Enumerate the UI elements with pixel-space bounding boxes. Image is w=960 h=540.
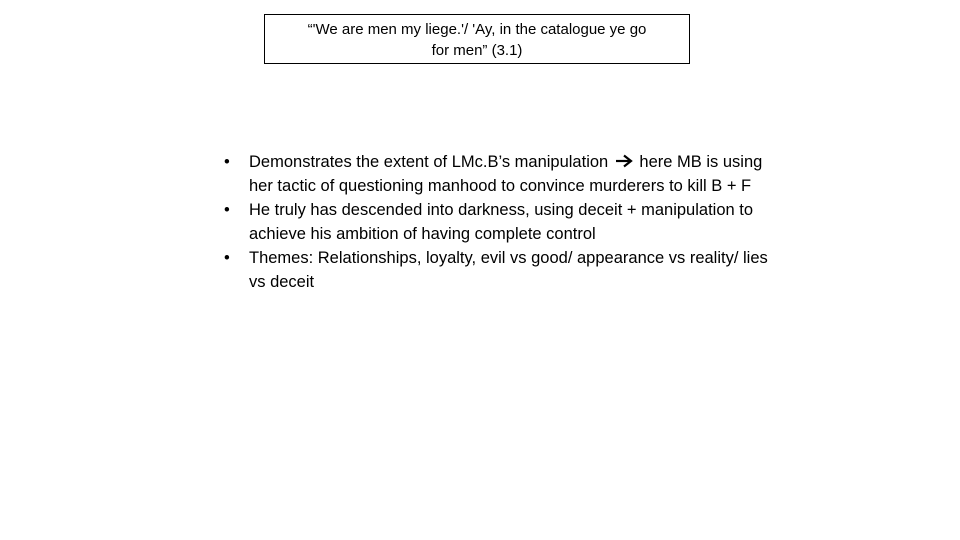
bullet-text-part2: here MB is using her tactic of questioning manhood to convince murderers to kill B + F [249, 153, 763, 195]
quote-line-2: for men” (3.1) [431, 42, 523, 59]
bullet-text-part1: Demonstrates the extent of LMc.B’s manipulation [249, 153, 609, 171]
bullet-item-themes [222, 246, 782, 294]
bullet-text: Themes: Relationships, loyalty, evil vs good/ appearance vs reality/ lies vs deceit [249, 249, 768, 291]
quote-line-1: “'We are men my liege.'/ 'Ay, in the catalogue ye go [307, 21, 647, 38]
right-arrow-icon [613, 154, 635, 168]
bullet-item-darkness [222, 198, 782, 246]
bullet-dot: • [224, 249, 230, 267]
bullet-text: He truly has descended into darkness, using deceit + manipulation to achieve his ambition of having complete control [249, 201, 754, 243]
bullet-list [222, 150, 782, 294]
bullet-dot: • [224, 201, 230, 219]
bullet-dot: • [224, 153, 230, 171]
bullet-item-manipulation [222, 150, 782, 198]
quote-box [264, 14, 690, 64]
